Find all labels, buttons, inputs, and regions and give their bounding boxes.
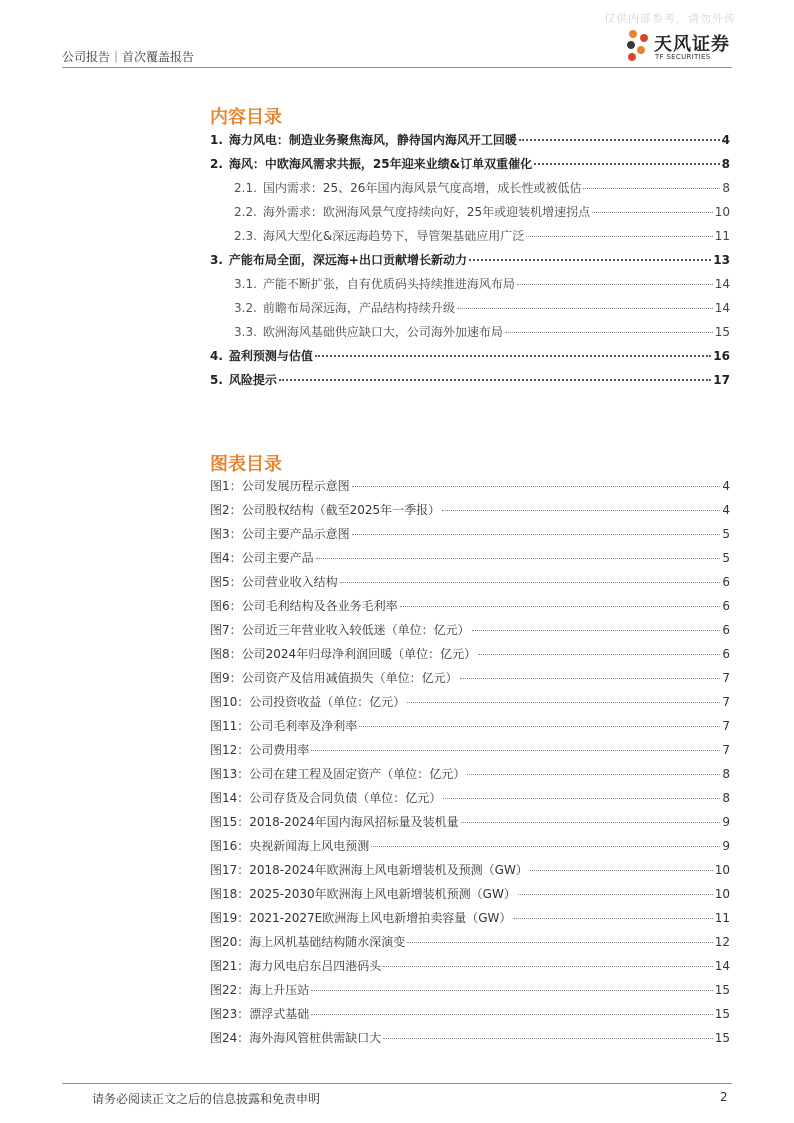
figure-entry[interactable] [210,501,730,525]
disclaimer-note: 请务必阅读正文之后的信息披露和免责申明 [92,1092,321,1106]
figure-entry[interactable] [210,1029,730,1053]
toc-entry-number: 3.3. [234,325,257,339]
dot-leader [442,509,720,511]
toc-entry-label: 欧洲海风基础供应缺口大，公司海外加速布局 [262,325,503,339]
figure-entry-label: 图13：公司在建工程及固定资产（单位：亿元） [210,767,466,781]
figure-entry-label: 图12：公司费用率 [210,743,310,757]
dot-leader [371,845,720,847]
figure-entry[interactable] [210,885,730,909]
toc-entry-page: 8 [721,157,730,171]
toc-entry-page: 10 [714,205,730,219]
figure-entry[interactable] [210,981,730,1005]
toc-entry-number: 3.2. [234,301,257,315]
figure-entry[interactable] [210,861,730,885]
toc-entry[interactable] [210,275,730,299]
figure-entry-label: 图22：海上升压站 [210,983,310,997]
figure-entry-page: 6 [722,599,730,613]
toc-title: 内容目录 [210,107,282,128]
figure-entry[interactable] [210,621,730,645]
dot-leader [352,485,721,487]
toc-entry-label: 风险提示 [228,373,277,387]
figure-entry-label: 图10：公司投资收益（单位：亿元） [210,695,406,709]
tf-securities-logo [624,28,736,64]
toc-entry-number: 4. [210,349,223,363]
toc-entry[interactable] [210,155,730,179]
figure-entry-label: 图20：海上风机基础结构随水深演变 [210,935,406,949]
dot-leader [311,1013,712,1015]
toc-entry-label: 前瞻布局深远海，产品结构持续升级 [262,301,455,315]
figure-entry-label: 图9：公司资产及信用减值损失（单位：亿元） [210,671,458,685]
figure-entry-page: 5 [722,551,730,565]
dot-leader [407,941,712,943]
figure-entry-page: 9 [722,815,730,829]
figure-entry[interactable] [210,645,730,669]
dot-leader [461,821,721,823]
figure-entry[interactable] [210,549,730,573]
figure-entry-label: 图16：央视新闻海上风电预测 [210,839,370,853]
toc-entry[interactable] [210,347,730,371]
dot-leader [407,701,720,703]
toc-entry-label: 国内需求：25、26年国内海风景气度高增，成长性或被低估 [262,181,582,195]
figure-entry-label: 图21：海力风电启东吕四港码头 [210,959,382,973]
figure-entry[interactable] [210,813,730,837]
figure-entry[interactable] [210,477,730,501]
figure-entry-label: 图18：2025-2030年欧洲海上风电新增装机预测（GW） [210,887,516,901]
toc-entry-page: 17 [713,373,730,387]
toc-entry[interactable] [210,371,730,395]
figure-entry-page: 8 [722,767,730,781]
toc-entry-page: 13 [713,253,730,267]
dot-leader [359,725,720,727]
dot-leader [467,773,720,775]
toc-entry-page: 14 [714,301,730,315]
dot-leader [315,354,711,357]
dot-leader [513,917,712,919]
figure-entry-label: 图4：公司主要产品 [210,551,314,565]
figure-entry[interactable] [210,669,730,693]
dot-leader [400,605,721,607]
figure-entry-page: 7 [722,743,730,757]
figure-entry-label: 图8：公司2024年归母净利润回暖（单位：亿元） [210,647,477,661]
dot-leader [583,187,720,189]
toc-entry-page: 16 [713,349,730,363]
toc-entry-label: 产能不断扩张，自有优质码头持续推进海风布局 [262,277,515,291]
figure-entry-page: 6 [722,647,730,661]
figure-entry-page: 15 [714,1031,730,1045]
toc-entry[interactable] [210,227,730,251]
figures-list [210,477,730,1053]
dot-leader [383,965,712,967]
figure-entry-page: 15 [714,1007,730,1021]
figure-entry-page: 14 [714,959,730,973]
dot-leader [311,749,720,751]
figure-entry-page: 9 [722,839,730,853]
figure-entry[interactable] [210,525,730,549]
dot-leader [517,283,713,285]
toc-entry-number: 5. [210,373,223,387]
toc-entry-number: 2.1. [234,181,257,195]
toc-entry-number: 2.3. [234,229,257,243]
figure-entry[interactable] [210,837,730,861]
dot-leader [472,629,721,631]
toc-entry-page: 8 [722,181,730,195]
header-divider [62,67,732,68]
dot-leader [460,677,721,679]
toc-entry-label: 海外需求：欧洲海风景气度持续向好，25年或迎装机增速拐点 [262,205,591,219]
figure-entry-page: 4 [722,479,730,493]
figure-entry-label: 图3：公司主要产品示意图 [210,527,350,541]
toc-entry-number: 3.1. [234,277,257,291]
toc-entry-label: 海风：中欧海风需求共振，25年迎来业绩&订单双重催化 [228,157,533,171]
toc-entry-label: 产能布局全面，深远海+出口贡献增长新动力 [228,253,467,267]
figure-entry[interactable] [210,717,730,741]
watermark: 仅供内部参考，请勿外传 [604,12,736,25]
figure-entry-label: 图15：2018-2024年国内海风招标量及装机量 [210,815,459,829]
toc-entry-number: 2. [210,157,223,171]
toc-entry-number: 2.2. [234,205,257,219]
figure-entry-label: 图24：海外海风管桩供需缺口大 [210,1031,382,1045]
figure-entry[interactable] [210,693,730,717]
dot-leader [530,869,713,871]
dot-leader [526,235,712,237]
figure-entry[interactable] [210,1005,730,1029]
toc-entry-label: 盈利预测与估值 [228,349,313,363]
dot-leader [340,581,721,583]
figure-entry-page: 10 [714,863,730,877]
figure-entry-label: 图23：漂浮式基础 [210,1007,310,1021]
dot-leader [519,138,720,141]
toc-entry-page: 11 [714,229,730,243]
report-type-header: 公司报告｜首次覆盖报告 [62,50,195,64]
figure-entry[interactable] [210,933,730,957]
dot-leader [534,162,720,165]
figure-entry-label: 图19：2021-2027E欧洲海上风电新增拍卖容量（GW） [210,911,512,925]
figure-entry-page: 6 [722,575,730,589]
dot-leader [457,307,713,309]
figure-entry[interactable] [210,957,730,981]
figure-entry-label: 图5：公司营业收入结构 [210,575,338,589]
figure-entry-label: 图14：公司存货及合同负债（单位：亿元） [210,791,442,805]
figure-entry-label: 图6：公司毛利结构及各业务毛利率 [210,599,398,613]
dot-leader [478,653,720,655]
dot-leader [443,797,720,799]
figure-entry-page: 12 [714,935,730,949]
figure-entry-page: 15 [714,983,730,997]
figure-entry-page: 10 [714,887,730,901]
toc-entry-page: 15 [714,325,730,339]
figure-entry[interactable] [210,597,730,621]
brand-name: 天风证券 [654,34,730,55]
figure-entry-page: 7 [722,719,730,733]
toc-entry[interactable] [210,323,730,347]
dot-leader [383,1037,712,1039]
toc-entry-page: 4 [721,133,730,147]
dot-leader [518,893,713,895]
figure-entry[interactable] [210,765,730,789]
dot-leader [469,258,711,261]
figure-entry-label: 图17：2018-2024年欧洲海上风电新增装机及预测（GW） [210,863,528,877]
footer-divider [62,1083,732,1084]
figure-entry-page: 8 [722,791,730,805]
figure-entry-page: 5 [722,527,730,541]
toc-entry-label: 海力风电：制造业务聚焦海风，静待国内海风开工回暖 [228,133,517,147]
toc-entry[interactable] [210,203,730,227]
toc-entry-label: 海风大型化&深远海趋势下，导管架基础应用广泛 [262,229,525,243]
toc-entry-page: 14 [714,277,730,291]
dot-leader [352,533,721,535]
page-number: 2 [720,1090,728,1104]
dot-leader [316,557,721,559]
figure-entry-label: 图7：公司近三年营业收入较低迷（单位：亿元） [210,623,470,637]
figure-entry-label: 图2：公司股权结构（截至2025年一季报） [210,503,441,517]
toc-list [210,131,730,395]
figure-entry-page: 4 [722,503,730,517]
figures-title: 图表目录 [210,454,282,475]
figure-entry-page: 6 [722,623,730,637]
dot-leader [311,989,712,991]
figure-entry-page: 11 [714,911,730,925]
toc-entry-number: 1. [210,133,223,147]
toc-entry-number: 3. [210,253,223,267]
brand-subtitle: TF SECURITIES [655,53,711,61]
figure-entry[interactable] [210,741,730,765]
toc-entry[interactable] [210,131,730,155]
toc-entry[interactable] [210,179,730,203]
figure-entry[interactable] [210,573,730,597]
toc-entry[interactable] [210,299,730,323]
dot-leader [505,331,713,333]
toc-entry[interactable] [210,251,730,275]
logo-mark-icon [624,28,654,64]
figure-entry-page: 7 [722,695,730,709]
figure-entry[interactable] [210,789,730,813]
dot-leader [279,378,711,381]
figure-entry-label: 图11：公司毛利率及净利率 [210,719,358,733]
figure-entry-page: 7 [722,671,730,685]
figure-entry-label: 图1：公司发展历程示意图 [210,479,350,493]
dot-leader [592,211,713,213]
figure-entry[interactable] [210,909,730,933]
